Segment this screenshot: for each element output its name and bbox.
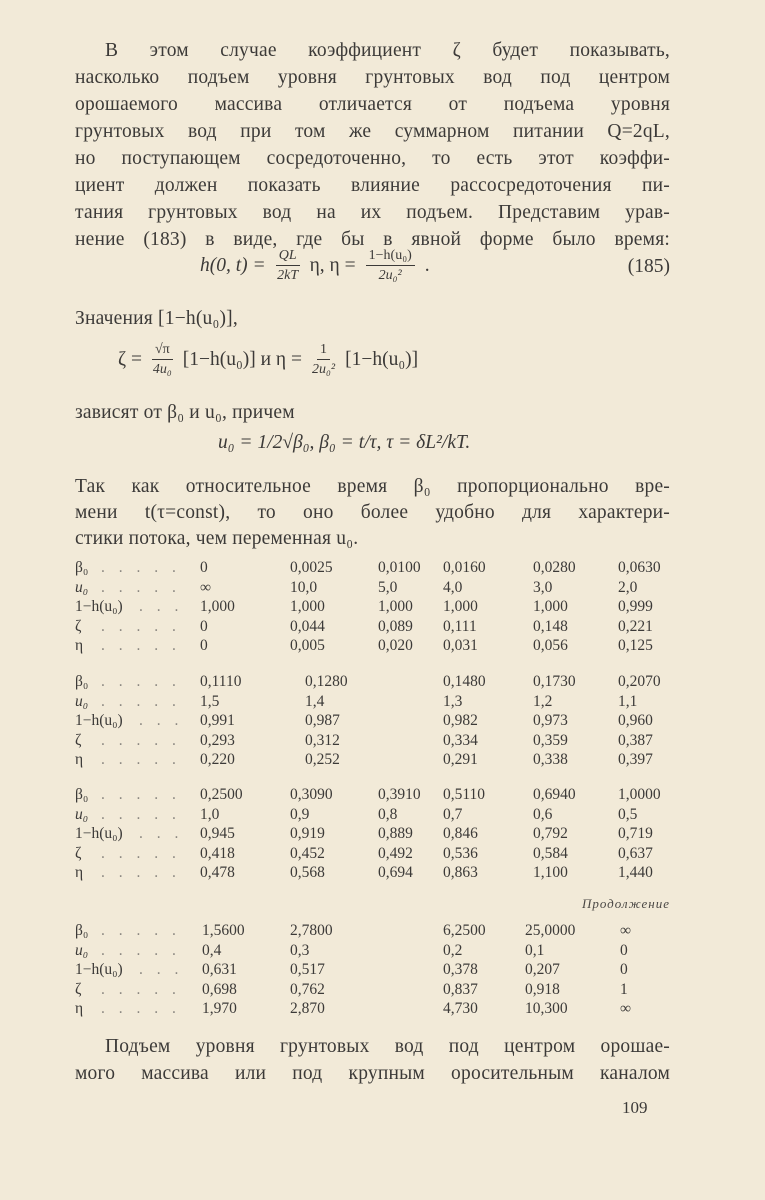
- table-cell: 0,8: [378, 805, 398, 823]
- dot-leader: . . .: [139, 598, 184, 615]
- table-cell: 0,792: [533, 825, 568, 842]
- numerator: 1−h(u₀): [366, 248, 415, 266]
- zeta-tail: [1−h(u₀)] и η =: [182, 349, 302, 370]
- table-cell: 0,694: [378, 864, 413, 881]
- table-cell: 1,4: [305, 692, 325, 710]
- table-row: [75, 941, 675, 961]
- table-cell: 1,000: [290, 598, 325, 615]
- table-row: [75, 805, 675, 825]
- table-cell: 0: [200, 559, 208, 576]
- table-cell: 0,4: [202, 941, 222, 959]
- table-cell: ∞: [200, 578, 212, 596]
- denominator: 4u₀: [152, 362, 172, 377]
- row-label: β₀: [75, 559, 89, 576]
- table-cell: 0,0280: [533, 559, 576, 576]
- table-row: [75, 617, 675, 637]
- equation-u0: [218, 432, 470, 454]
- table-cell: 0,418: [200, 844, 235, 862]
- equation-number: (185): [627, 256, 670, 277]
- table-cell: 0,2070: [618, 673, 661, 690]
- dot-leader: . . . . .: [101, 673, 181, 690]
- table-row: [75, 824, 675, 844]
- table-cell: 0,719: [618, 825, 653, 842]
- table-cell: 0,125: [618, 637, 653, 654]
- text-line: мени t(τ=const), то оно более удобно для характери-: [75, 502, 670, 523]
- dot-leader: . . . . .: [101, 559, 181, 576]
- table-cell: 0,918: [525, 980, 560, 998]
- zeta-lhs: ζ =: [118, 349, 142, 370]
- table-cell: 0,973: [533, 712, 568, 729]
- table-cell: 0,2: [443, 941, 463, 959]
- table-cell: 0,031: [443, 637, 478, 654]
- value-table: [75, 921, 675, 1019]
- table-cell: 0,334: [443, 731, 478, 749]
- text-line: но поступающем сосредоточенно, то есть этот коэффи-: [75, 148, 670, 169]
- table-cell: 0,020: [378, 637, 413, 654]
- table-cell: 2,0: [618, 578, 638, 596]
- table-cell: 1,970: [202, 1000, 237, 1017]
- table-cell: 0,0630: [618, 559, 661, 576]
- denominator: 2u₀²: [312, 362, 336, 377]
- dot-leader: . . . . .: [101, 617, 181, 635]
- table-row: [75, 711, 675, 731]
- row-label: 1−h(u₀): [75, 961, 123, 978]
- eq-u0-text: u₀ = 1/2√β₀, β₀ = t/τ, τ = δL²/kT.: [218, 432, 471, 453]
- text-line: циент должен показать влияние рассосредоточения пи-: [75, 175, 670, 196]
- dot-leader: . . . . .: [101, 805, 181, 823]
- text-line: мого массива или под крупным оросительным каналом: [75, 1063, 670, 1084]
- dot-leader: . . .: [139, 961, 184, 978]
- eq-end: .: [424, 255, 430, 276]
- row-label: η: [75, 864, 84, 881]
- table-cell: 0: [200, 617, 208, 635]
- table-row: [75, 980, 675, 1000]
- table-cell: 0: [200, 637, 208, 654]
- table-cell: 0,1: [525, 941, 545, 959]
- table-cell: 1: [620, 980, 628, 998]
- numerator: 1: [317, 342, 330, 360]
- table-row: [75, 672, 675, 692]
- table-cell: 0,111: [443, 617, 477, 635]
- table-cell: 0: [620, 961, 628, 978]
- row-label: η: [75, 637, 84, 654]
- table-cell: 0,568: [290, 864, 325, 881]
- row-label: ζ: [75, 980, 82, 998]
- table-row: [75, 999, 675, 1019]
- table-cell: 1,5600: [202, 922, 245, 939]
- table-row: [75, 578, 675, 598]
- table-cell: 5,0: [378, 578, 398, 596]
- table-cell: 0,3: [290, 941, 310, 959]
- table-cell: 0,5110: [443, 786, 486, 803]
- table-row: [75, 921, 675, 941]
- fraction: [366, 248, 415, 284]
- table-cell: 0,1480: [443, 673, 486, 690]
- table-cell: 0,220: [200, 751, 235, 768]
- fraction: [152, 342, 173, 378]
- table-cell: 0,1280: [305, 673, 348, 690]
- dot-leader: . . . . .: [101, 864, 181, 881]
- table-cell: 0,5: [618, 805, 638, 823]
- table-cell: 1,0000: [618, 786, 661, 803]
- table-cell: 25,0000: [525, 922, 576, 939]
- table-row: [75, 731, 675, 751]
- table-cell: 0,3090: [290, 786, 333, 803]
- table-cell: 1,0: [200, 805, 220, 823]
- row-label: u₀: [75, 805, 89, 823]
- table-row: [75, 558, 675, 578]
- table-cell: 0: [620, 941, 628, 959]
- eta-tail: [1−h(u₀)]: [345, 349, 419, 370]
- table-cell: ∞: [620, 922, 632, 939]
- table-cell: 4,730: [443, 1000, 478, 1017]
- table-row: [75, 692, 675, 712]
- table-row: [75, 750, 675, 770]
- table-cell: 0,3910: [378, 786, 421, 803]
- table-cell: 0,312: [305, 731, 340, 749]
- table-cell: 0,397: [618, 751, 653, 768]
- eq-mid: η, η =: [309, 255, 356, 276]
- table-cell: 0,452: [290, 844, 325, 862]
- table-cell: 0,837: [443, 980, 478, 998]
- table-row: [75, 863, 675, 883]
- table-cell: 0,1110: [200, 673, 242, 690]
- table-cell: 0,252: [305, 751, 340, 768]
- table-cell: 0,338: [533, 751, 568, 768]
- table-cell: 10,300: [525, 1000, 568, 1017]
- value-table: [75, 558, 675, 656]
- row-label: u₀: [75, 941, 89, 959]
- table-row: [75, 636, 675, 656]
- value-table: [75, 785, 675, 883]
- text-line: Так как относительное время β₀ пропорционально вре-: [75, 476, 670, 497]
- dot-leader: . . . . .: [101, 578, 181, 596]
- table-cell: 0,044: [290, 617, 325, 635]
- table-cell: 0,387: [618, 731, 653, 749]
- table-row: [75, 844, 675, 864]
- table-cell: 0,536: [443, 844, 478, 862]
- row-label: 1−h(u₀): [75, 825, 123, 842]
- dot-leader: . . . . .: [101, 941, 181, 959]
- dot-leader: . . .: [139, 712, 184, 729]
- dot-leader: . . . . .: [101, 786, 181, 803]
- dot-leader: . . . . .: [101, 637, 181, 654]
- page-number: 109: [622, 1098, 648, 1117]
- table-cell: 0,492: [378, 844, 413, 862]
- equation-185: [200, 248, 430, 284]
- row-label: β₀: [75, 786, 89, 803]
- row-label: 1−h(u₀): [75, 598, 123, 615]
- text-line: орошаемого массива отличается от подъема уровня: [75, 94, 670, 115]
- text-line: насколько подъем уровня грунтовых вод под центром: [75, 67, 670, 88]
- text-line: Подъем уровня грунтовых вод под центром орошае-: [105, 1036, 670, 1057]
- table-cell: 0,698: [202, 980, 237, 998]
- table-cell: 1,000: [200, 598, 235, 615]
- table-cell: 0,6: [533, 805, 553, 823]
- text-line: нение (183) в виде, где бы в явной форме было время:: [75, 229, 670, 250]
- table-row: [75, 960, 675, 980]
- eq-lhs: h(0, t) =: [200, 255, 266, 276]
- table-cell: 0,945: [200, 825, 235, 842]
- table-cell: 0,089: [378, 617, 413, 635]
- table-cell: 0,0160: [443, 559, 486, 576]
- table-cell: 1,1: [618, 692, 638, 710]
- text-line: грунтовых вод при том же суммарном питании Q=2qL,: [75, 121, 670, 142]
- dot-leader: . . . . .: [101, 692, 181, 710]
- dot-leader: . . . . .: [101, 1000, 181, 1017]
- fraction: [312, 342, 335, 378]
- table-cell: ∞: [620, 1000, 632, 1017]
- row-label: β₀: [75, 673, 89, 690]
- table-cell: 0,999: [618, 598, 653, 615]
- dot-leader: . . . . .: [101, 731, 181, 749]
- table-cell: 0,982: [443, 712, 478, 729]
- table-cell: 0,517: [290, 961, 325, 978]
- values-intro: Значения [1−h(u₀)],: [75, 308, 238, 329]
- table-cell: 0,863: [443, 864, 478, 881]
- table-cell: 0,6940: [533, 786, 576, 803]
- dot-leader: . . . . .: [101, 980, 181, 998]
- table-row: [75, 785, 675, 805]
- row-label: β₀: [75, 922, 89, 939]
- dot-leader: . . . . .: [101, 844, 181, 862]
- table-cell: 1,5: [200, 692, 220, 710]
- table-cell: 0,889: [378, 825, 413, 842]
- table-cell: 2,870: [290, 1000, 325, 1017]
- table-cell: 0,293: [200, 731, 235, 749]
- row-label: u₀: [75, 578, 89, 596]
- table-cell: 0,7: [443, 805, 463, 823]
- table-cell: 1,100: [533, 864, 568, 881]
- value-table: [75, 672, 675, 770]
- table-cell: 0,056: [533, 637, 568, 654]
- table-cell: 4,0: [443, 578, 463, 596]
- equation-zeta-eta: [118, 342, 418, 378]
- table-cell: 0,291: [443, 751, 478, 768]
- text-line: В этом случае коэффициент ζ будет показывать,: [105, 40, 670, 61]
- dot-leader: . . . . .: [101, 922, 181, 939]
- table-cell: 0,148: [533, 617, 568, 635]
- dot-leader: . . . . .: [101, 751, 181, 768]
- table-cell: 0,960: [618, 712, 653, 729]
- table-cell: 0,584: [533, 844, 568, 862]
- table-cell: 0,005: [290, 637, 325, 654]
- continuation-label: Продолжение: [581, 896, 670, 911]
- row-label: u₀: [75, 692, 89, 710]
- row-label: η: [75, 1000, 84, 1017]
- denominator: 2u₀²: [378, 268, 402, 283]
- table-cell: 1,000: [378, 598, 413, 615]
- row-label: ζ: [75, 844, 82, 862]
- denominator: 2kT: [277, 268, 299, 283]
- table-cell: 0,846: [443, 825, 478, 842]
- depends-line: зависят от β₀ и u₀, причем: [75, 402, 295, 423]
- numerator: √π: [152, 342, 173, 360]
- table-cell: 2,7800: [290, 922, 333, 939]
- table-cell: 0,631: [202, 961, 237, 978]
- table-row: [75, 597, 675, 617]
- table-cell: 3,0: [533, 578, 553, 596]
- table-cell: 1,440: [618, 864, 653, 881]
- table-cell: 6,2500: [443, 922, 486, 939]
- row-label: η: [75, 751, 84, 768]
- row-label: 1−h(u₀): [75, 712, 123, 729]
- table-cell: 0,207: [525, 961, 560, 978]
- table-cell: 0,919: [290, 825, 325, 842]
- text-line: тания грунтовых вод на их подъем. Представим урав-: [75, 202, 670, 223]
- text-line: стики потока, чем переменная u₀.: [75, 528, 359, 549]
- table-cell: 0,359: [533, 731, 568, 749]
- table-cell: 0,987: [305, 712, 340, 729]
- table-cell: 0,0100: [378, 559, 421, 576]
- row-label: ζ: [75, 617, 82, 635]
- table-cell: 10,0: [290, 578, 318, 596]
- table-cell: 1,000: [443, 598, 478, 615]
- table-cell: 0,9: [290, 805, 310, 823]
- table-cell: 0,762: [290, 980, 325, 998]
- table-cell: 0,221: [618, 617, 653, 635]
- table-cell: 0,478: [200, 864, 235, 881]
- table-cell: 1,2: [533, 692, 553, 710]
- dot-leader: . . .: [139, 825, 184, 842]
- row-label: ζ: [75, 731, 82, 749]
- fraction: [276, 248, 300, 284]
- table-cell: 0,0025: [290, 559, 333, 576]
- table-cell: 0,1730: [533, 673, 576, 690]
- table-cell: 0,2500: [200, 786, 243, 803]
- table-cell: 0,637: [618, 844, 653, 862]
- table-cell: 1,3: [443, 692, 463, 710]
- table-cell: 0,378: [443, 961, 478, 978]
- numerator: QL: [276, 248, 300, 266]
- table-cell: 0,991: [200, 712, 235, 729]
- table-cell: 1,000: [533, 598, 568, 615]
